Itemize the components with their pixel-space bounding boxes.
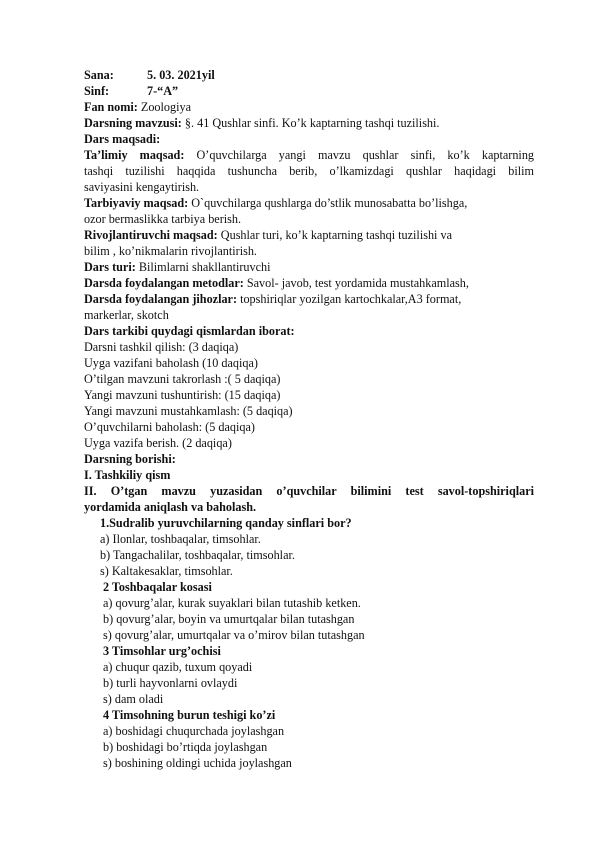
equipment-value: topshiriqlar yozilgan kartochkalar,A3 format, bbox=[237, 292, 462, 306]
methods-line bbox=[84, 276, 534, 291]
question-1: 1.Sudralib yuruvchilarning qanday sinflari bor? bbox=[100, 516, 352, 530]
date-line bbox=[84, 68, 534, 83]
structure-item: Yangi mavzuni tushuntirish: (15 daqiqa) bbox=[84, 388, 281, 402]
structure-item: Uyga vazifani baholash (10 daqiqa) bbox=[84, 356, 258, 370]
lesson-type-label: Dars turi: bbox=[84, 260, 136, 274]
lesson-progress-heading: Darsning borishi: bbox=[84, 452, 176, 466]
topic-value: §. 41 Qushlar sinfi. Ko’k kaptarning tashqi tuzilishi. bbox=[181, 116, 440, 130]
part-one-heading: I. Tashkiliy qism bbox=[84, 468, 171, 482]
topic-label: Darsning mavzusi: bbox=[84, 116, 182, 130]
class-line bbox=[84, 84, 534, 99]
question-1-option-s: s) Kaltakesaklar, timsohlar. bbox=[100, 564, 233, 578]
equipment-line-1 bbox=[84, 292, 534, 307]
question-2-option-a: a) qovurg’alar, kurak suyaklari bilan tutashib ketken. bbox=[103, 596, 361, 610]
educational-goal-label: Ta’limiy maqsad: bbox=[84, 148, 185, 162]
structure-heading: Dars tarkibi quydagi qismlardan iborat: bbox=[84, 324, 295, 338]
date-value: 5. 03. 2021yil bbox=[147, 68, 215, 82]
structure-item: Darsni tashkil qilish: (3 daqiqa) bbox=[84, 340, 239, 354]
part-two-heading-line-1: II. O’tgan mavzu yuzasidan o’quvchilar bilimini test savol-topshiriqlari bbox=[84, 484, 534, 498]
date-label: Sana: bbox=[84, 68, 114, 82]
class-label: Sinf: bbox=[84, 84, 110, 98]
structure-item: Uyga vazifa berish. (2 daqiqa) bbox=[84, 436, 232, 450]
question-4-option-b: b) boshidagi bo’rtiqda joylashgan bbox=[103, 740, 268, 754]
developmental-goal-text: Qushlar turi, ko’k kaptarning tashqi tuzilishi va bbox=[217, 228, 452, 242]
question-4-option-s: s) boshining oldingi uchida joylashgan bbox=[103, 756, 292, 770]
question-2-option-b: b) qovurg’alar, boyin va umurtqalar bilan tutashgan bbox=[103, 612, 355, 626]
methods-value: Savol- javob, test yordamida mustahkamlash, bbox=[243, 276, 469, 290]
class-value: 7-“A” bbox=[147, 84, 179, 98]
equipment-label: Darsda foydalangan jihozlar: bbox=[84, 292, 238, 306]
question-3-option-s: s) dam oladi bbox=[103, 692, 164, 706]
subject-line bbox=[84, 100, 534, 115]
equipment-line-2: markerlar, skotch bbox=[84, 308, 169, 322]
educational-goal-line-3: saviyasini kengaytirish. bbox=[84, 180, 200, 194]
subject-value: Zoologiya bbox=[137, 100, 191, 114]
developmental-goal-label: Rivojlantiruvchi maqsad: bbox=[84, 228, 218, 242]
structure-item: O’quvchilarni baholash: (5 daqiqa) bbox=[84, 420, 255, 434]
upbringing-goal-text: O`quvchilarga qushlarga do’stlik munosabatta bo’lishga, bbox=[188, 196, 468, 210]
educational-goal-line-2: tashqi tuzilishi haqqida tushuncha berib, o’lkamizdagi qushlar haqidagi bilim bbox=[84, 164, 534, 178]
question-2-option-s: s) qovurg’alar, umurtqalar va o’mirov bilan tutashgan bbox=[103, 628, 365, 642]
educational-goal-line-1 bbox=[84, 148, 534, 163]
question-4: 4 Timsohning burun teshigi ko’zi bbox=[103, 708, 276, 722]
educational-goal-text: O’quvchilarga yangi mavzu qushlar sinfi, ko’k kaptarning bbox=[184, 148, 535, 162]
methods-label: Darsda foydalangan metodlar: bbox=[84, 276, 244, 290]
question-3-option-b: b) turli hayvonlarni ovlaydi bbox=[103, 676, 238, 690]
upbringing-goal-line-1 bbox=[84, 196, 534, 211]
upbringing-goal-label: Tarbiyaviy maqsad: bbox=[84, 196, 189, 210]
developmental-goal-line-1 bbox=[84, 228, 534, 243]
question-2: 2 Toshbaqalar kosasi bbox=[103, 580, 212, 594]
lesson-type-value: Bilimlarni shakllantiruvchi bbox=[135, 260, 271, 274]
question-4-option-a: a) boshidagi chuqurchada joylashgan bbox=[103, 724, 285, 738]
part-two-heading-line-2: yordamida aniqlash va baholash. bbox=[84, 500, 257, 514]
question-1-option-b: b) Tangachalilar, toshbaqalar, timsohlar. bbox=[100, 548, 295, 562]
upbringing-goal-line-2: ozor bermaslikka tarbiya berish. bbox=[84, 212, 242, 226]
question-1-option-a: a) Ilonlar, toshbaqalar, timsohlar. bbox=[100, 532, 261, 546]
lesson-type-line bbox=[84, 260, 534, 275]
topic-line bbox=[84, 116, 534, 131]
structure-item: Yangi mavzuni mustahkamlash: (5 daqiqa) bbox=[84, 404, 293, 418]
subject-label: Fan nomi: bbox=[84, 100, 138, 114]
structure-item: O’tilgan mavzuni takrorlash :( 5 daqiqa) bbox=[84, 372, 281, 386]
developmental-goal-line-2: bilim , ko’nikmalarin rivojlantirish. bbox=[84, 244, 257, 258]
goals-heading: Dars maqsadi: bbox=[84, 132, 161, 146]
question-3: 3 Timsohlar urg’ochisi bbox=[103, 644, 221, 658]
question-3-option-a: a) chuqur qazib, tuxum qoyadi bbox=[103, 660, 253, 674]
